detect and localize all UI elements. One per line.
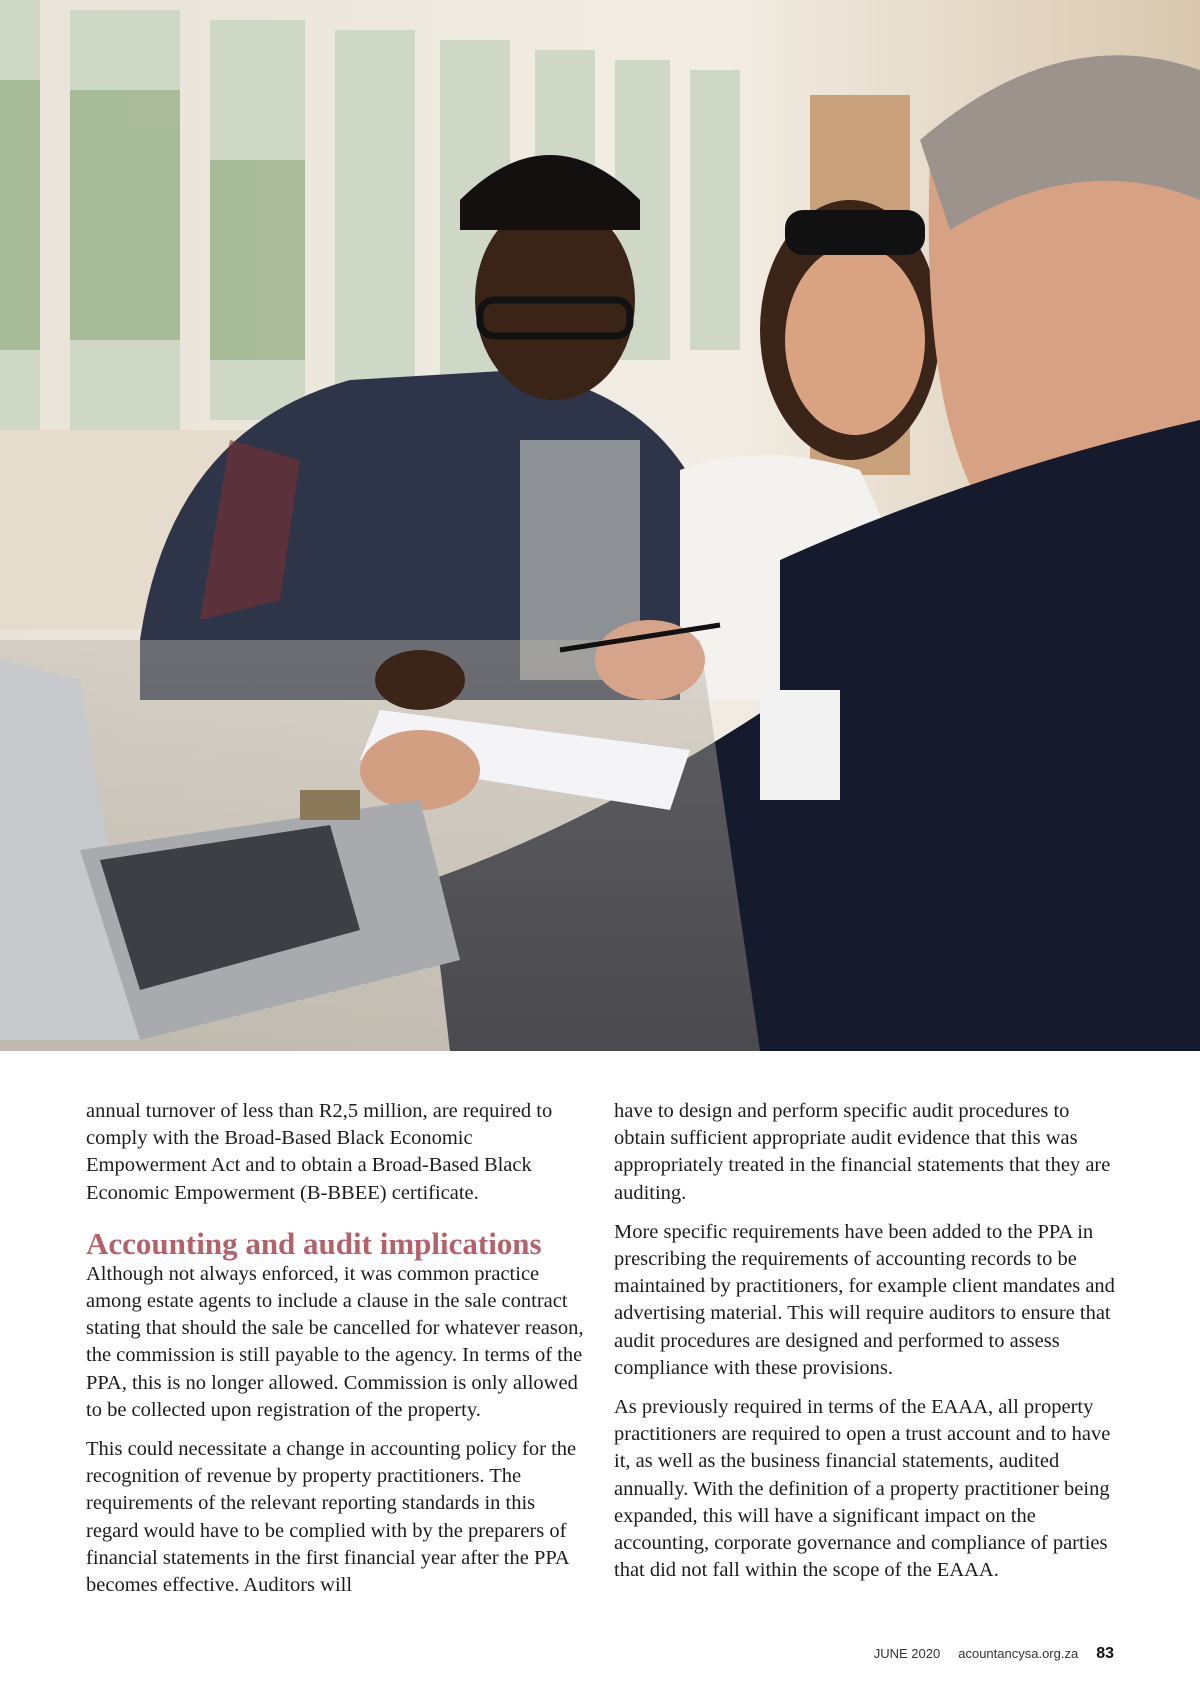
issue-date: JUNE 2020	[873, 1646, 941, 1661]
body-paragraph: Although not always enforced, it was common practice among estate agents to include a clause in the sale contract stating that should the sale be cancelled for whatever reason, the commission is still payable to the agency. In terms of the PPA, this is no longer allowed. Commission is only allowed to be collected upon registration of the property.	[86, 1262, 584, 1421]
section-heading: Accounting and audit implications	[86, 1225, 542, 1261]
right-column	[614, 1098, 1124, 1584]
website-link: acountancysa.org.za	[958, 1646, 1079, 1661]
page-number: 83	[1096, 1645, 1114, 1662]
body-paragraph: This could necessitate a change in accounting policy for the recognition of revenue by property practitioners. The requirements of the relevant reporting standards in this regard would have to be complied with by the preparers of financial statements in the first financial year after the PPA becomes effective. Auditors will	[86, 1438, 577, 1597]
body-paragraph: More specific requirements have been added to the PPA in prescribing the requirements of accounting records to be maintained by practitioners, for example client mandates and advertising material. This will require auditors to ensure that audit procedures are designed and performed to assess compliance with these provisions.	[614, 1220, 1115, 1379]
body-paragraph: have to design and perform specific audit procedures to obtain sufficient appropriate audit evidence that this was appropriately treated in the financial statements that they are auditing.	[614, 1100, 1111, 1204]
left-column	[86, 1098, 586, 1599]
body-paragraph: As previously required in terms of the EAAA, all property practitioners are required to open a trust account and to have it, as well as the business financial statements, audited annually. With the definition of a property practitioner being expanded, this will have a significant impact on the accounting, corporate governance and compliance of parties that did not fall within the scope of the EAAA.	[614, 1396, 1111, 1582]
intro-paragraph: annual turnover of less than R2,5 million, are required to comply with the Broad-Based Black Economic Empowerment Act and to obtain a Broad-Based Black Economic Empowerment (B-BBEE) certificate.	[86, 1100, 553, 1204]
page-footer	[874, 1645, 1114, 1663]
